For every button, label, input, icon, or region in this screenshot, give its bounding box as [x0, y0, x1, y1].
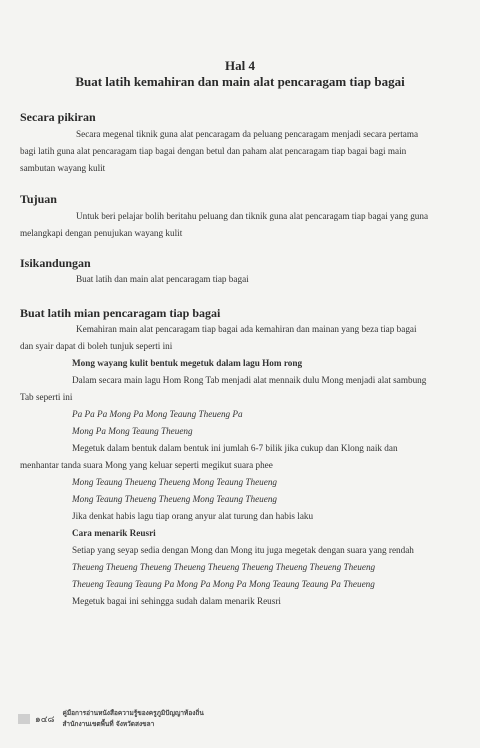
- paragraph-line: Jika denkat habis lagu tiap orang anyur alat turung dan habis laku: [72, 511, 314, 521]
- page-number: ๑๔๘: [35, 714, 55, 724]
- footer-line-1: คู่มือการอ่านหนังสือความรู้ของครูภูมิปัญญาท้องถิ่น: [62, 709, 204, 717]
- notation-line: Pa Pa Pa Mong Pa Mong Teaung Theueng Pa: [72, 409, 243, 419]
- section-heading-isikandungan: Isikandungan: [20, 256, 91, 270]
- section-heading-secara-pikiran: Secara pikiran: [20, 110, 96, 124]
- notation-line: Theueng Theueng Theueng Theueng Theueng Theueng Theueng Theueng Theueng: [72, 562, 376, 572]
- chapter-number: Hal 4: [225, 58, 255, 73]
- footer-text: [62, 708, 203, 730]
- paragraph-line: menhantar tanda suara Mong yang keluar seperti megikut suara phee: [20, 460, 273, 470]
- paragraph-line: Buat latih dan main alat pencaragam tiap bagai: [76, 274, 249, 284]
- notation-line: Mong Teaung Theueng Theueng Mong Teaung Theueng: [72, 494, 278, 504]
- paragraph-line: Megetuk dalam bentuk dalam bentuk ini jumlah 6-7 bilik jika cukup dan Klong naik dan: [72, 443, 398, 453]
- paragraph-line: Tab seperti ini: [20, 392, 73, 402]
- paragraph-line: dan syair dapat di boleh tunjuk seperti ini: [20, 341, 173, 351]
- page-footer: [18, 708, 204, 730]
- notation-line: Mong Teaung Theueng Theueng Mong Teaung Theueng: [72, 477, 278, 487]
- paragraph-line: Setiap yang seyap sedia dengan Mong dan Mong itu juga megetak dengan suara yang rendah: [72, 545, 414, 555]
- section-heading-buat-latih: Buat latih mian pencaragam tiap bagai: [20, 306, 221, 320]
- paragraph-line: bagi latih guna alat pencaragam tiap bagai dengan betul dan paham alat pencaragam tiap bagai bagi main: [20, 146, 407, 156]
- paragraph-line: Secara megenal tiknik guna alat pencaragam da peluang pencaragam menjadi secara pertama: [76, 129, 419, 139]
- paragraph-line: Megetuk bagai ini sehingga sudah dalam menarik Reusri: [72, 596, 281, 606]
- paragraph-line: melangkapi dengan penujukan wayang kulit: [20, 228, 183, 238]
- subheading-mong-wayang: Mong wayang kulit bentuk megetuk dalam lagu Hom rong: [72, 358, 303, 368]
- paragraph-line: Dalam secara main lagu Hom Rong Tab menjadi alat mennaik dulu Mong menjadi alat sambung: [72, 375, 427, 385]
- notation-line: Theueng Teaung Teaung Pa Mong Pa Mong Pa Mong Teaung Teaung Pa Theueng: [72, 579, 375, 589]
- paragraph-line: Untuk beri pelajar bolih beritahu peluang dan tiknik guna alat pencaragam tiap bagai yang guna: [76, 211, 429, 221]
- notation-line: Mong Pa Mong Teaung Theueng: [72, 426, 193, 436]
- footer-line-2: สำนักงานเขตพื้นที่ จังหวัดสงขลา: [62, 720, 155, 728]
- section-heading-tujuan: Tujuan: [20, 192, 57, 206]
- paragraph-line: sambutan wayang kulit: [20, 163, 106, 173]
- paragraph-line: Kemahiran main alat pencaragam tiap bagai ada kemahiran dan mainan yang beza tiap bagai: [76, 324, 417, 334]
- footer-bar: [18, 714, 30, 724]
- chapter-title: Buat latih kemahiran dan main alat pencaragam tiap bagai: [75, 74, 405, 89]
- subheading-cara-menarik: Cara menarik Reusri: [72, 528, 156, 538]
